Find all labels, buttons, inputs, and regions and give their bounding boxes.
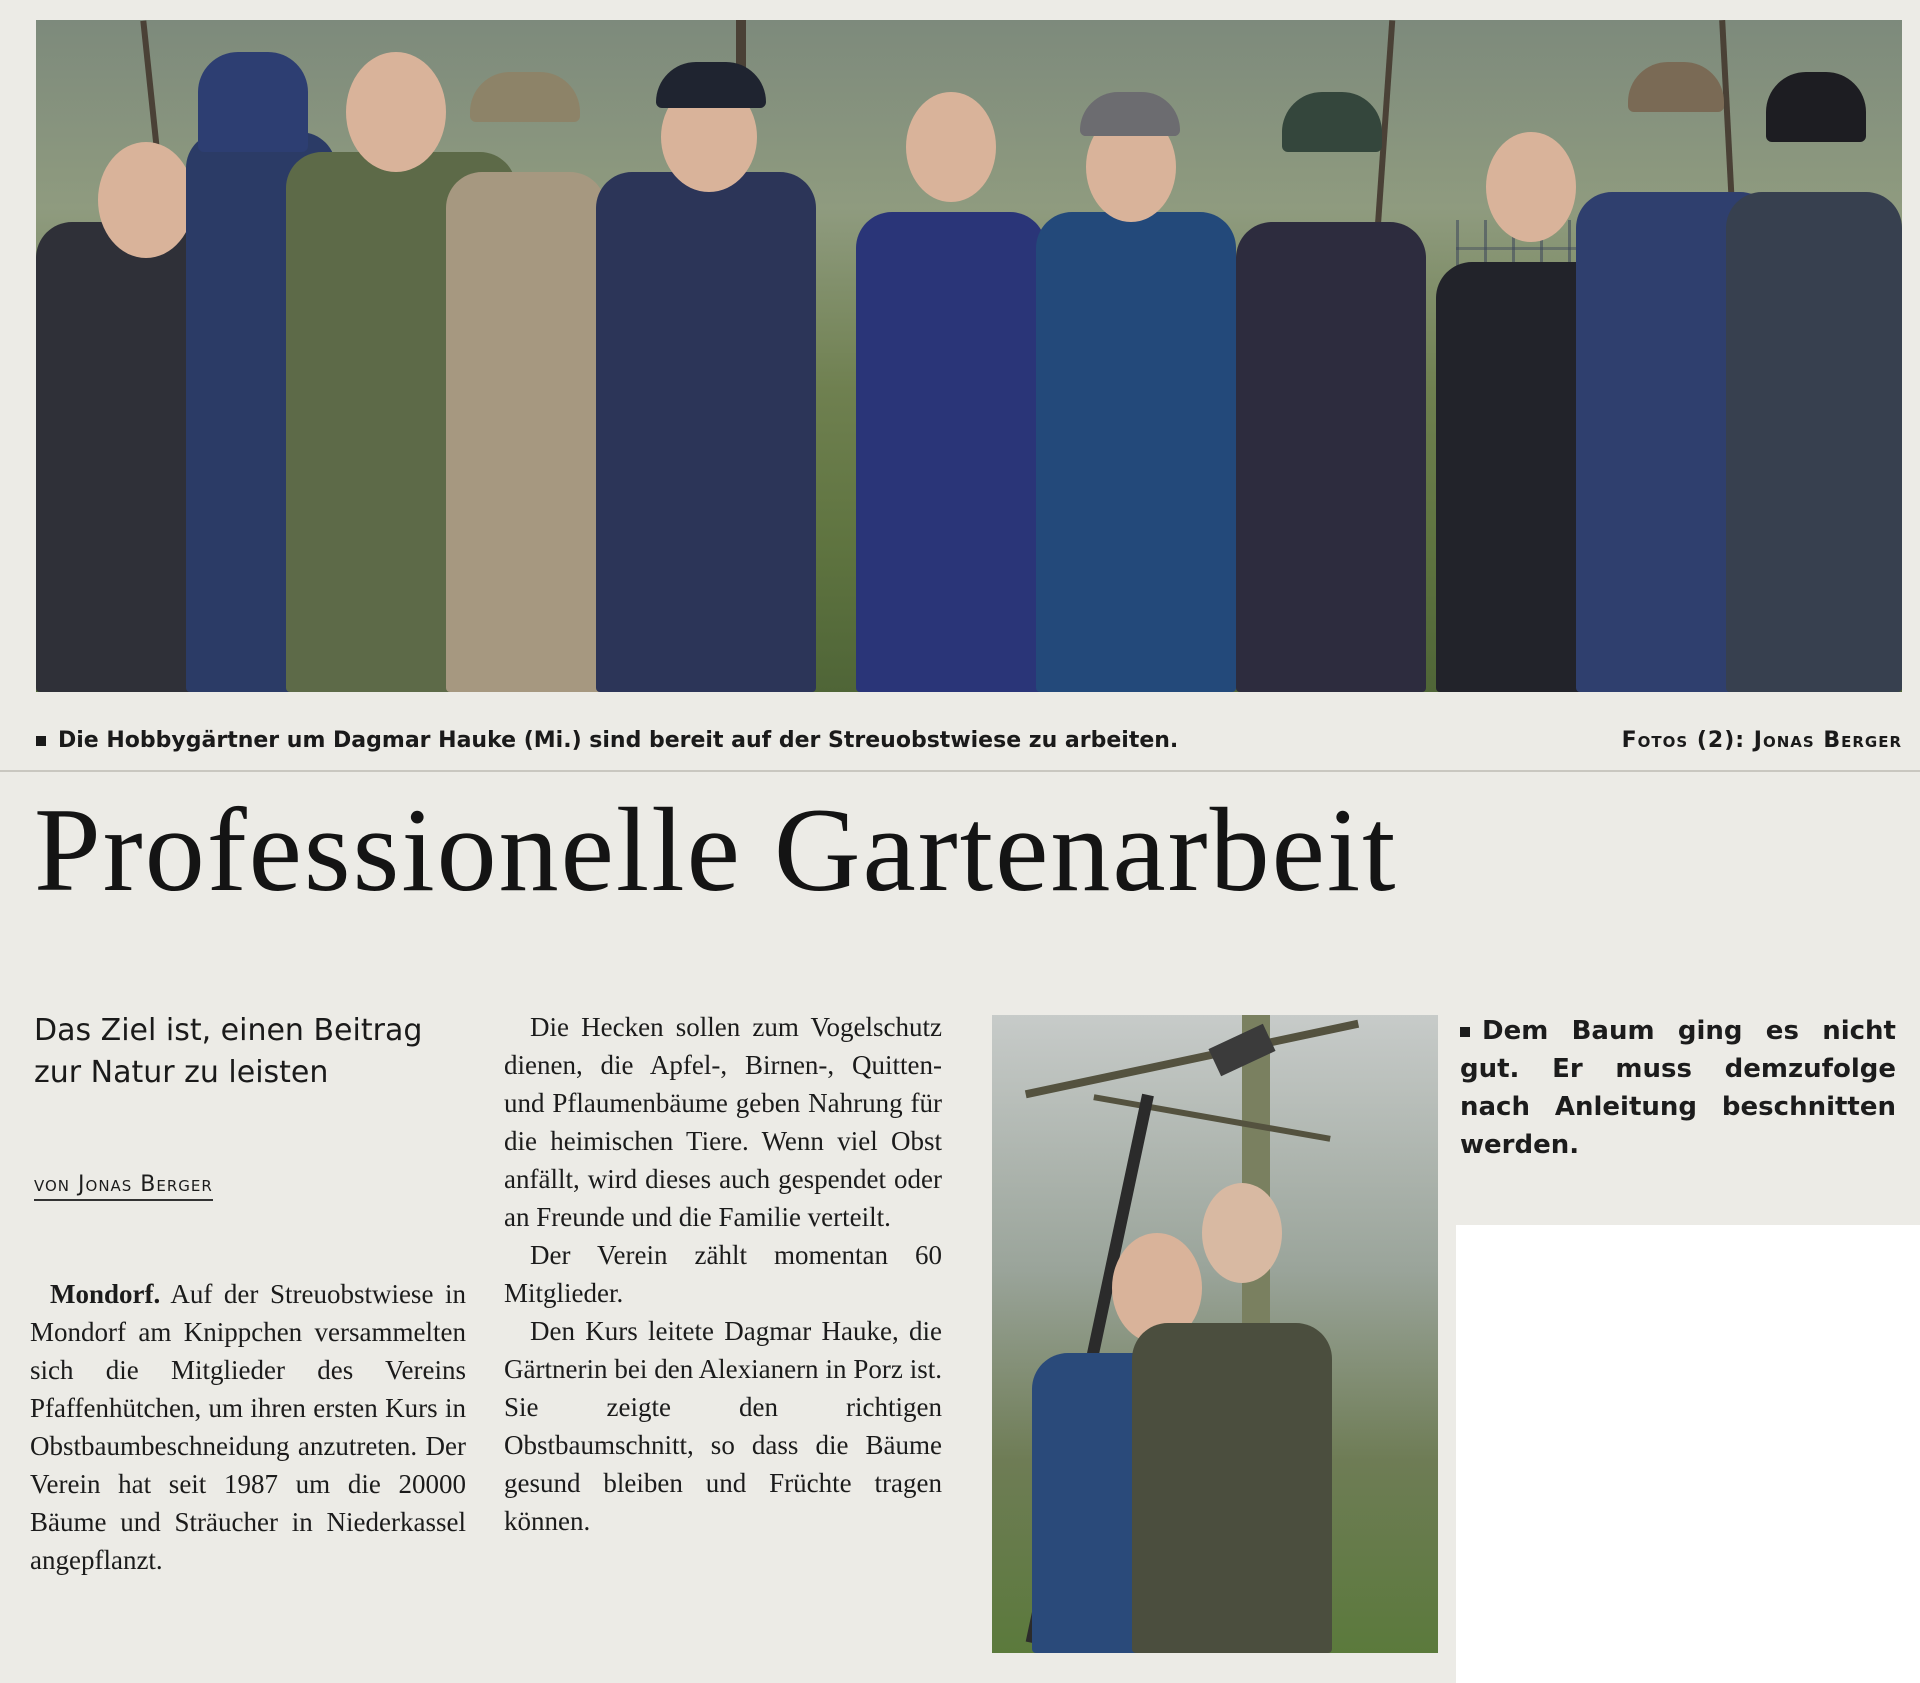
person — [1236, 92, 1426, 692]
divider — [0, 770, 1920, 772]
person — [1132, 1183, 1332, 1653]
paragraph: Der Verein zählt momentan 60 Mitglieder. — [504, 1240, 942, 1308]
branch — [1093, 1094, 1330, 1142]
pruning-photo — [992, 1015, 1438, 1653]
paragraph: Auf der Streuobstwiese in Mondorf am Knippchen versammelten sich die Mitglieder des Vereins Pfaffenhütchen, um ihren ersten Kurs in Obstbaumbeschneidung anzutreten. Der Verein hat seit 1987 um die 20000 Bäume und Sträucher in Niederkassel angepflanzt. — [30, 1279, 466, 1575]
group-photo — [36, 20, 1902, 692]
article-column-2 — [504, 1008, 942, 1540]
blank-area — [1456, 1225, 1920, 1683]
paragraph: Den Kurs leitete Dagmar Hauke, die Gärtnerin bei den Alexianern in Porz ist. Sie zeigte den richtigen Obstbaumschnitt, so dass die Bäume gesund bleiben und Früchte tragen können. — [504, 1316, 942, 1536]
caption-text: Dem Baum ging es nicht gut. Er muss demzufolge nach Anleitung beschnitten werden. — [1460, 1016, 1896, 1160]
headline: Professionelle Gartenarbeit — [34, 783, 1398, 916]
bullet-icon — [1460, 1027, 1470, 1037]
caption-text: Die Hobbygärtner um Dagmar Hauke (Mi.) sind bereit auf der Streuobstwiese zu arbeiten. — [58, 728, 1179, 753]
person — [1036, 92, 1236, 692]
bullet-icon — [36, 736, 46, 746]
photo-caption — [1460, 1012, 1896, 1164]
photo-credit: Fotos (2): Jonas Berger — [1621, 728, 1902, 753]
article-column-1 — [30, 1275, 466, 1579]
branch — [1025, 1020, 1359, 1099]
person — [1726, 72, 1902, 692]
dateline: Mondorf. — [50, 1279, 161, 1309]
person — [446, 72, 606, 692]
photo-caption — [36, 728, 1902, 760]
paragraph: Die Hecken sollen zum Vogelschutz dienen, die Apfel-, Birnen-, Quitten- und Pflaumenbäume geben Nahrung für die heimischen Tiere. Wenn viel Obst anfällt, wird dieses auch gespendet oder an Freunde und die Familie verteilt. — [504, 1012, 942, 1232]
subheadline: Das Ziel ist, einen Beitrag zur Natur zu leisten — [34, 1013, 423, 1090]
person — [596, 62, 816, 692]
byline: von Jonas Berger — [34, 1172, 213, 1201]
person — [856, 92, 1046, 692]
